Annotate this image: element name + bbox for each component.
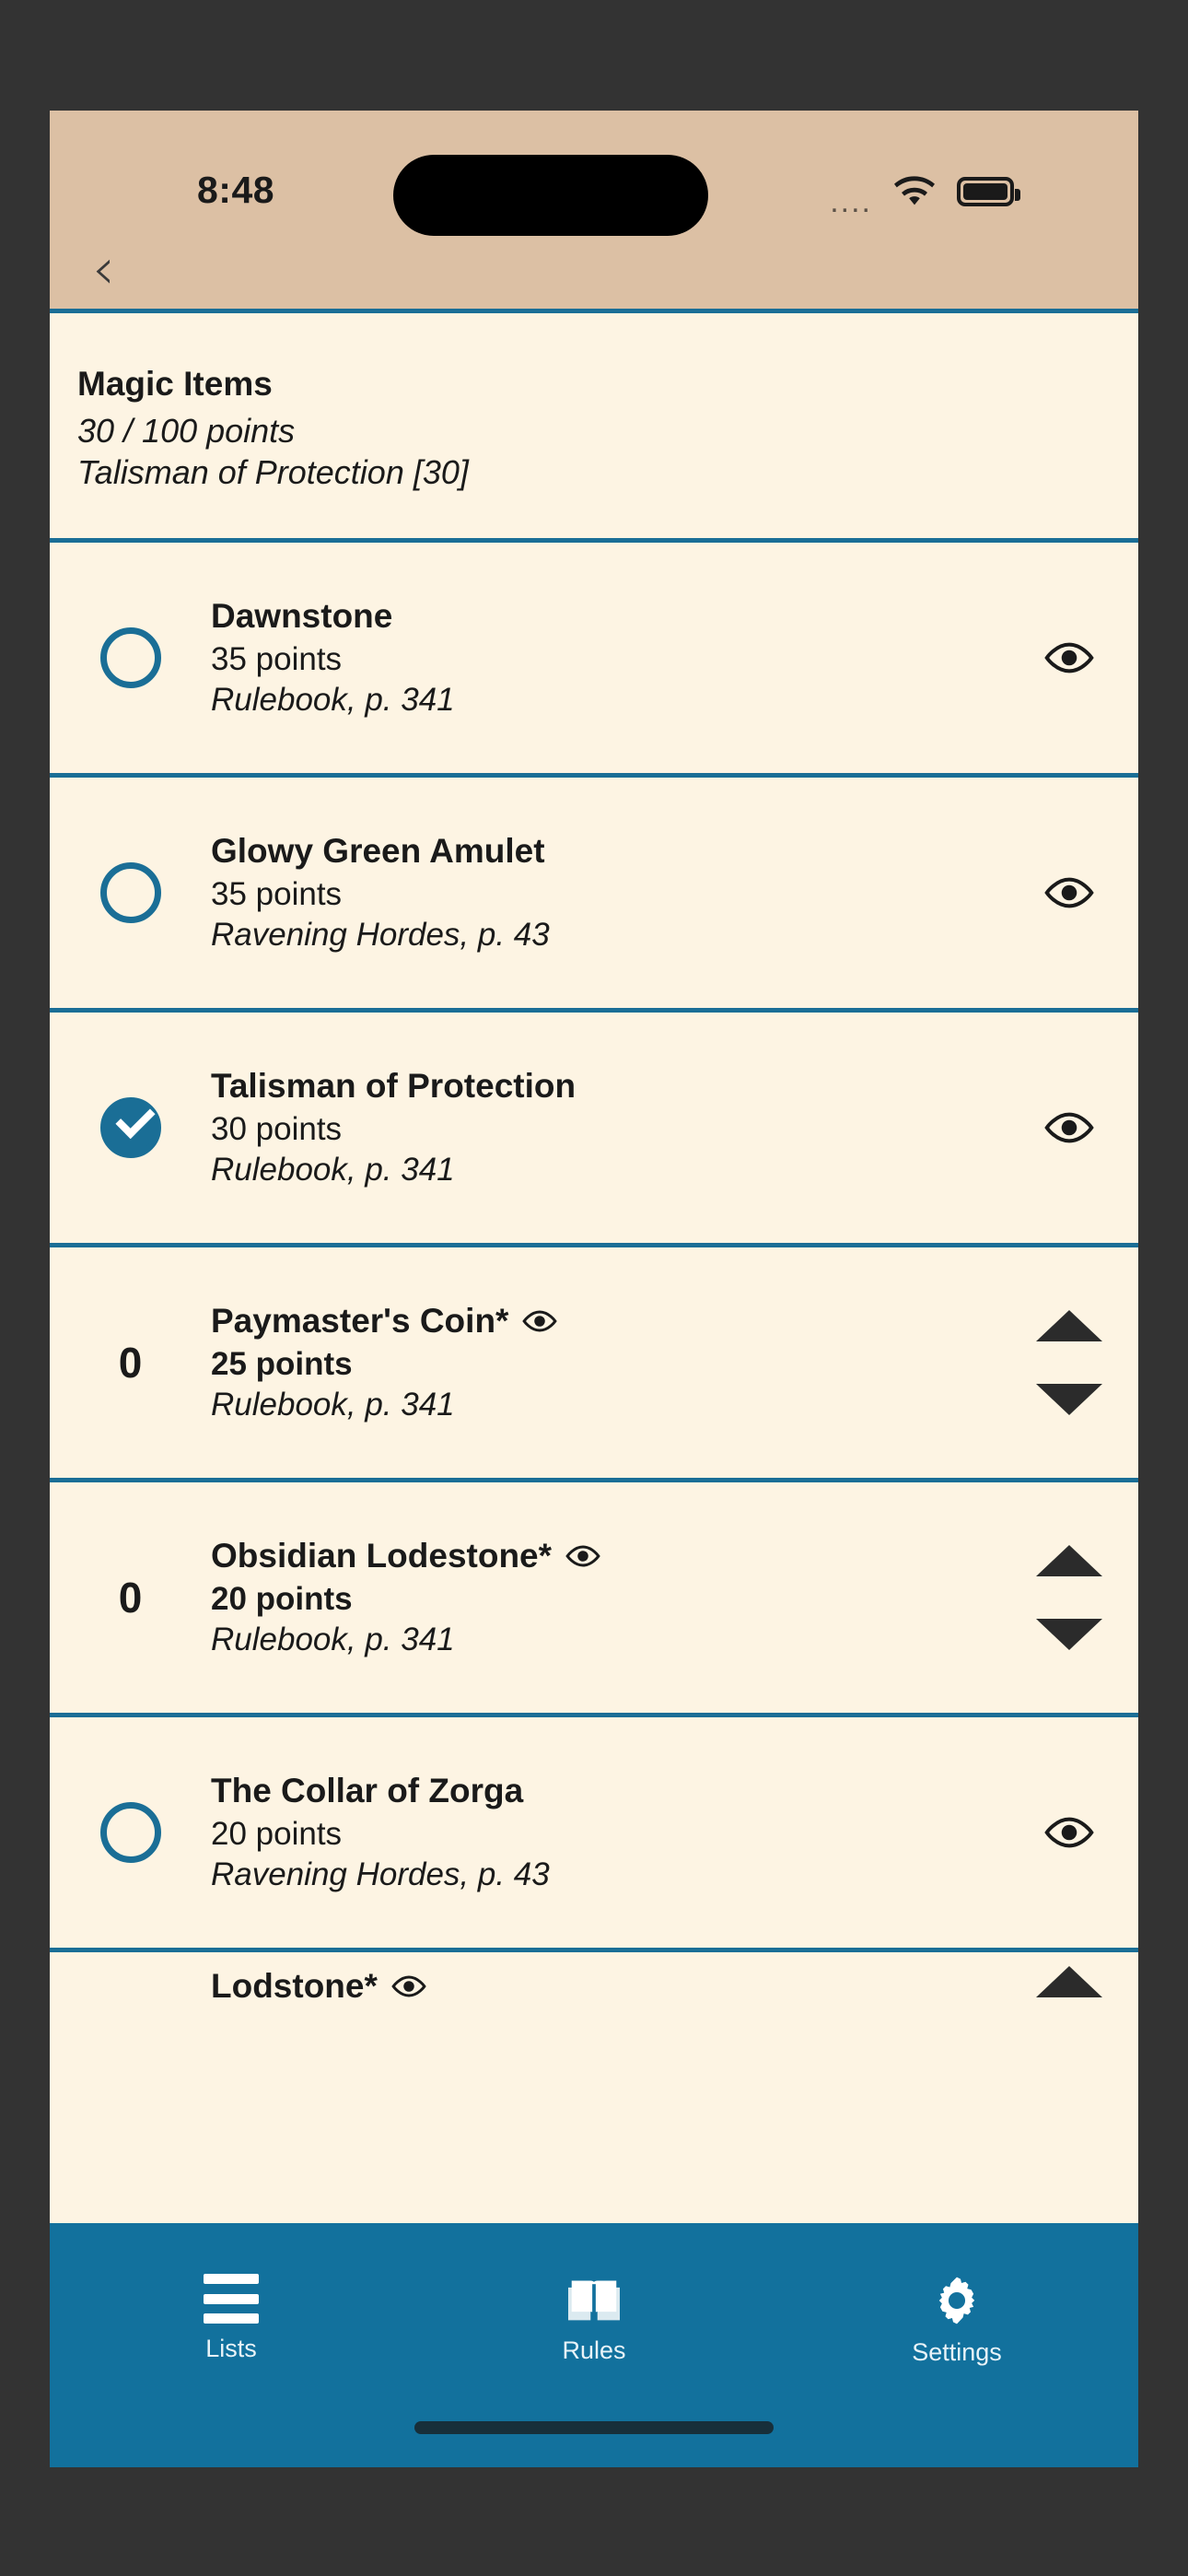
item-count: [50, 1573, 211, 1622]
eye-icon[interactable]: [1042, 641, 1096, 674]
item-points: 25 points: [211, 1345, 353, 1382]
item-source: Ravening Hordes, p. 43: [211, 1856, 550, 1892]
book-icon[interactable]: [565, 2274, 623, 2325]
tab-bar: [50, 2223, 1138, 2467]
decrement-button[interactable]: [1036, 1619, 1102, 1650]
increment-button[interactable]: [1036, 1545, 1102, 1576]
phone-screen: [50, 111, 1138, 2467]
list-item[interactable]: [50, 543, 1138, 773]
item-source: Ravening Hordes, p. 43: [211, 916, 550, 953]
status-bar: [50, 111, 1138, 309]
item-name-label: Lodstone*: [211, 1966, 378, 2005]
item-name-label: Talisman of Protection: [211, 1066, 577, 1105]
eye-icon[interactable]: [565, 1544, 601, 1568]
item-source: Rulebook, p. 341: [211, 1151, 455, 1188]
item-body: [211, 832, 1000, 954]
stepper-controls[interactable]: [1000, 1966, 1138, 1997]
item-name: [211, 1537, 982, 1575]
item-source: Rulebook, p. 341: [211, 1386, 455, 1423]
item-name-label: Glowy Green Amulet: [211, 831, 545, 870]
item-points: 35 points: [211, 640, 343, 677]
chevron-left-icon[interactable]: ‹: [92, 235, 115, 302]
decrement-button[interactable]: [1036, 1384, 1102, 1415]
item-name: [211, 1967, 982, 2006]
item-count: [50, 1338, 211, 1388]
eye-icon[interactable]: [1042, 876, 1096, 909]
gear-icon[interactable]: [930, 2274, 984, 2327]
item-name: [211, 1067, 982, 1106]
dynamic-island: [393, 155, 708, 236]
item-name: [211, 832, 982, 871]
select-toggle[interactable]: [50, 1802, 211, 1863]
stepper-controls[interactable]: [1000, 1310, 1138, 1415]
item-name-label: Obsidian Lodestone*: [211, 1536, 553, 1575]
count-value: 0: [118, 1573, 143, 1622]
status-indicators: [830, 166, 1014, 217]
preview-button[interactable]: [1000, 1816, 1138, 1849]
status-clock: 8:48: [197, 169, 275, 211]
item-body: [211, 1302, 1000, 1423]
home-indicator[interactable]: [414, 2421, 774, 2434]
item-points: 30 points: [211, 1110, 343, 1147]
hamburger-icon[interactable]: [204, 2274, 259, 2324]
item-name: [211, 597, 982, 636]
radio-unchecked-icon[interactable]: [100, 627, 161, 688]
item-body: [211, 1952, 1000, 2011]
eye-icon[interactable]: [390, 1974, 427, 1998]
stepper-controls[interactable]: [1000, 1545, 1138, 1650]
increment-button[interactable]: [1036, 1310, 1102, 1341]
magic-items-header: [50, 313, 1138, 538]
eye-icon[interactable]: [1042, 1111, 1096, 1144]
preview-button[interactable]: [1000, 1111, 1138, 1144]
item-source: Rulebook, p. 341: [211, 681, 455, 718]
list-item[interactable]: [50, 1952, 1138, 2011]
preview-button[interactable]: [1000, 876, 1138, 909]
page-title: Magic Items: [77, 365, 273, 403]
item-points: 20 points: [211, 1815, 343, 1852]
list-item[interactable]: [50, 778, 1138, 1008]
item-points: 20 points: [211, 1580, 353, 1617]
tab-rules-label: Rules: [562, 2336, 626, 2364]
item-points: 35 points: [211, 875, 343, 912]
select-toggle[interactable]: [50, 627, 211, 688]
list-item[interactable]: [50, 1482, 1138, 1713]
points-summary: 30 / 100 points: [77, 412, 296, 450]
item-body: [211, 597, 1000, 719]
count-value: 0: [118, 1338, 143, 1387]
select-toggle[interactable]: [50, 1097, 211, 1158]
tab-settings[interactable]: [775, 2274, 1138, 2367]
item-body: [211, 1067, 1000, 1188]
tab-lists-label: Lists: [205, 2335, 257, 2362]
radio-checked-icon[interactable]: [100, 1097, 161, 1158]
item-name-label: The Collar of Zorga: [211, 1771, 524, 1809]
list-item[interactable]: [50, 1247, 1138, 1478]
nav-bar: [50, 235, 1138, 309]
wifi-icon: [892, 173, 937, 210]
preview-button[interactable]: [1000, 641, 1138, 674]
item-body: [211, 1537, 1000, 1658]
tab-settings-label: Settings: [912, 2338, 1002, 2366]
list-item[interactable]: [50, 1717, 1138, 1948]
increment-button[interactable]: [1036, 1966, 1102, 1997]
list-item[interactable]: [50, 1013, 1138, 1243]
item-name: [211, 1302, 982, 1341]
item-name-label: Dawnstone: [211, 596, 393, 635]
signal-dots-icon: ....: [830, 184, 872, 219]
current-selection: Talisman of Protection [30]: [77, 453, 469, 492]
radio-unchecked-icon[interactable]: [100, 862, 161, 923]
eye-icon[interactable]: [521, 1309, 558, 1333]
item-body: [211, 1772, 1000, 1893]
tab-rules[interactable]: [413, 2274, 775, 2365]
eye-icon[interactable]: [1042, 1816, 1096, 1849]
tab-lists[interactable]: [50, 2274, 413, 2363]
radio-unchecked-icon[interactable]: [100, 1802, 161, 1863]
battery-full-icon: [957, 177, 1014, 206]
item-name: [211, 1772, 982, 1810]
item-source: Rulebook, p. 341: [211, 1621, 455, 1657]
item-name-label: Paymaster's Coin*: [211, 1301, 509, 1340]
select-toggle[interactable]: [50, 862, 211, 923]
